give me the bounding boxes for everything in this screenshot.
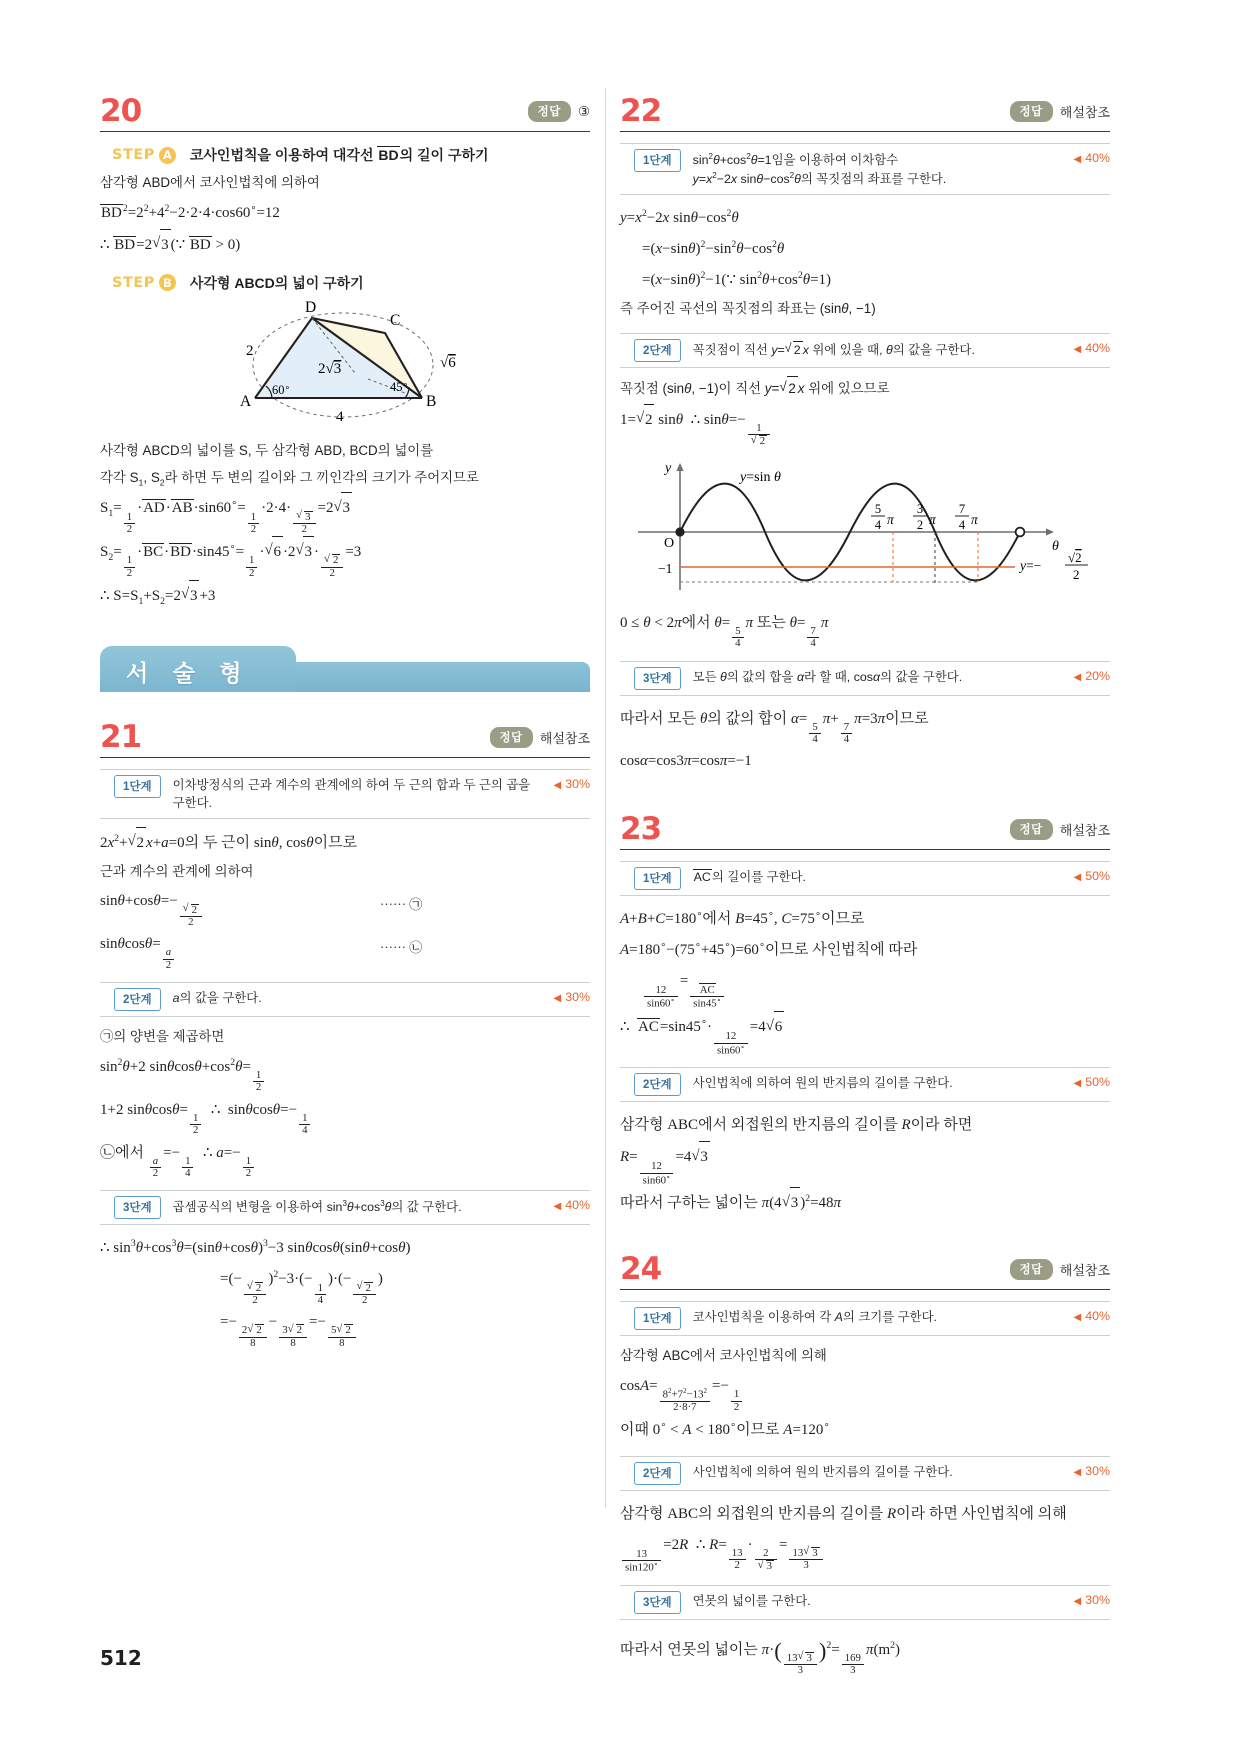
stage-desc: AC의 길이를 구한다. [693, 870, 806, 885]
stage-pct: ◀ 50% [1073, 1075, 1110, 1090]
problem-22-number: 22 [620, 93, 662, 129]
step-circle-b: B [159, 274, 176, 291]
p20-line2: 사각형 ABCD의 넓이를 S, 두 삼각형 ABD, BCD의 넓이를 [100, 442, 434, 458]
p24-stage-2 [620, 1456, 1110, 1491]
step-a-row [112, 145, 590, 165]
curve-label-y-sin-theta: y=sin θ [740, 469, 781, 485]
section-banner-seosulhyeong [100, 646, 590, 692]
p21-eq7: ∴ $\sin^3\theta+\cos^3\theta=(\sin\theta+\cos\theta)^3-3$ sinθcosθ(sinθ+cosθ) [100, 1238, 411, 1257]
figure-sine-graph [620, 452, 1110, 602]
stage-pct: ◀ 40% [1073, 1309, 1110, 1324]
stage-tag: 1단계 [634, 867, 681, 890]
p24-line1: 삼각형 ABC에서 코사인법칙에 의해 [620, 1348, 827, 1364]
vertex-C: C [390, 311, 401, 329]
problem-24 [620, 1246, 1110, 1676]
svg-text:π: π [971, 511, 978, 527]
p21-mark2: ⋯⋯ ㉡ [380, 940, 423, 956]
answer-badge: 정답 [1010, 819, 1053, 840]
stage-desc: a의 값을 구한다. [172, 991, 262, 1006]
figure-quadrilateral-abcd [100, 299, 590, 429]
p20-line1: 삼각형 ABD에서 코사인법칙에 의하여 [100, 175, 320, 190]
p21-eq8: =(− √ $\frac{2}{2}$ )$^2$−3·(− $\frac{1}{4}$ )·(− √ $\frac{2}{2}$ ) [220, 1264, 590, 1306]
p23-stage-1 [620, 861, 1110, 896]
step-label: STEP [112, 274, 155, 291]
problem-22-header [620, 88, 1110, 132]
stage-pct: ◀ 50% [1073, 869, 1110, 884]
problem-21-answer [490, 727, 590, 748]
problem-23-header [620, 806, 1110, 850]
stage-tag: 2단계 [114, 988, 161, 1011]
stage-pct: ◀ 20% [1073, 668, 1110, 683]
problem-24-header [620, 1246, 1110, 1290]
svg-text:π: π [887, 511, 894, 527]
vertex-D: D [305, 298, 317, 316]
p24-stage-1 [620, 1301, 1110, 1336]
p21-eq6: ㉡에서 $\frac{a}{2}$ =− $\frac{1}{4}$ ∴ a=− $\frac{1}{2}$ [100, 1138, 590, 1180]
p20-eq2: ∴ BD=2 √ 3 (∵ BD > 0) [100, 229, 590, 260]
p24-stage-3 [620, 1585, 1110, 1620]
svg-text:7: 7 [958, 501, 966, 516]
stage-pct: ◀ 30% [553, 776, 590, 791]
problem-20-number: 20 [100, 93, 142, 129]
stage-tag: 1단계 [634, 1307, 681, 1330]
p20-eq1: $BD^2=2^2+4^2-2\cdot 2\cdot 4\cdot\cos 60^\circ=12$ [101, 202, 280, 221]
vertex-B: B [426, 392, 437, 410]
answer-badge: 정답 [1010, 1259, 1053, 1280]
answer-badge: 정답 [1010, 101, 1053, 122]
problem-22 [620, 88, 1110, 776]
axis-label-y: y [665, 460, 672, 476]
problem-21-header [100, 714, 590, 758]
stage-tag: 3단계 [114, 1196, 161, 1219]
answer-badge: 정답 [528, 101, 571, 122]
p22-eq5: 0 ≤ θ < 2π에서 θ= $\frac{5}{4}$ π 또는 θ= $\frac{7}{4}$ π [620, 614, 829, 650]
vertex-A: A [240, 392, 252, 410]
ytick-neg1: −1 [658, 560, 673, 576]
origin-label: O [664, 535, 675, 551]
svg-text:y=−: y=− [1020, 557, 1042, 573]
p23-eq6: R= $\frac{12}{\sin 60^\circ}$ =4 √ 3 [620, 1141, 1110, 1186]
p20-eq5: ∴ $S=S_1+S_2=2$ √ 3 +3 [100, 580, 590, 612]
p22-stage-3 [620, 661, 1110, 696]
p23-eq7: 따라서 구하는 넓이는 π(4 √ 3 )$^2$=48π [620, 1187, 1110, 1218]
p21-eq5: 1+2 sinθcosθ= $\frac{1}{2}$ ∴ sinθcosθ=− $\frac{1}{4}$ [100, 1095, 590, 1137]
p24-eq2: 이때 0∘ < A < 180∘이므로 A=120∘ [620, 1419, 830, 1438]
p23-eq5: 삼각형 ABC에서 외접원의 반지름의 길이를 R이라 하면 [620, 1117, 973, 1134]
stage-tag: 3단계 [634, 1591, 681, 1614]
answer-value: 해설참조 [1059, 105, 1110, 120]
svg-text:2: 2 [1073, 566, 1080, 582]
xtick-5-4-pi [871, 502, 895, 532]
problem-20-answer [528, 101, 590, 122]
p24-eq3: 삼각형 ABC의 외접원의 반지름의 길이를 R이라 하면 사인법칙에 의해 [620, 1505, 1067, 1522]
p21-eq3: sinθcosθ= $\frac{a}{2}$ ⋯⋯ ㉡ [100, 936, 423, 971]
step-b-text: 사각형 ABCD의 넓이 구하기 [189, 274, 364, 291]
problem-20-header [100, 88, 590, 132]
p23-eq3: $\frac{12}{\sin 60^\circ}$ = $\frac{AC}{\sin 45^\circ}$ [642, 966, 1110, 1010]
stage-desc: 연못의 넓이를 구한다. [692, 1593, 811, 1608]
step-circle-a: A [159, 147, 176, 164]
p22-stage-2 [620, 333, 1110, 368]
p22-line1: 즉 주어진 곡선의 꼭짓점의 좌표는 (sinθ, −1) [620, 301, 876, 317]
p21-stage-2 [100, 982, 590, 1017]
stage-pct: ◀ 40% [1073, 151, 1110, 165]
stage-desc: 곱셈공식의 변형을 이용하여 $\sin^3\theta+\cos^3\theta$의 값 구한다. [172, 1199, 462, 1215]
column-divider [605, 88, 606, 1508]
right-column [620, 0, 1110, 1687]
stage-pct: ◀ 40% [1073, 341, 1110, 356]
stage-tag: 2단계 [634, 339, 681, 362]
label-diagonal-bd: 2√3 [318, 360, 342, 377]
marker-2pi-open [1016, 527, 1025, 536]
p22-line2: 꼭짓점 (sinθ, −1)이 직선 y= √ 2 x 위에 있으므로 [620, 376, 1110, 402]
p23-stage-2 [620, 1067, 1110, 1102]
p21-line3: ㉠의 양변을 제곱하면 [100, 1029, 225, 1045]
stage-pct: ◀ 30% [1073, 1463, 1110, 1478]
p22-eq1: $y=x^2-2x$ $\sin\theta-\cos^2\theta$ [620, 208, 739, 227]
label-side-ad: 2 [246, 342, 254, 359]
axis-label-theta: θ [1052, 538, 1059, 554]
stage-pct: ◀ 30% [1073, 1592, 1110, 1607]
step-a-text: 코사인법칙을 이용하여 대각선 BD의 길이 구하기 [189, 147, 489, 163]
y-axis-arrow [676, 463, 683, 471]
p22-stage-1 [620, 143, 1110, 195]
svg-text:4: 4 [874, 517, 882, 532]
problem-24-number: 24 [620, 1251, 662, 1288]
p23-eq1: A+B+C=180∘에서 B=45∘, C=75∘이므로 [620, 909, 865, 928]
answer-value: ③ [577, 103, 590, 119]
p21-mark1: ⋯⋯ ㉠ [380, 897, 423, 913]
p22-eq4: 1= √ 2 sinθ ∴ sinθ=− 1 √ 2 [620, 404, 1110, 448]
p21-eq9: =− $\frac{2 √ 2}{8}$ − $\frac{3 √ 2}{8}$ =− $\frac{5 √ 2}{8}$ [220, 1307, 590, 1349]
stage-desc: 꼭짓점이 직선 y= √ 2 x 위에 있을 때, θ의 값을 구한다. [693, 339, 1074, 360]
label-angle-b: 45∘ [390, 378, 409, 394]
stage-tag: 3단계 [634, 667, 681, 690]
p21-eq4: $\sin^2\theta+2$ $\sin\theta\cos\theta+\cos^2\theta=$ $\frac{1}{2}$ [100, 1052, 590, 1094]
hline-label [1018, 550, 1088, 582]
answer-badge: 정답 [490, 727, 533, 748]
stage-desc: 사인법칙에 의하여 원의 반지름의 길이를 구한다. [692, 1076, 953, 1091]
p20-eq3: $S_1=$ $\frac{1}{2}$ ·AD·AB·sin60∘= $\frac{1}{2}$ ·2·4· √ $\frac{3}{2}$ =2 √ 3 [100, 492, 590, 535]
problem-20 [100, 88, 590, 612]
svg-text:3: 3 [916, 501, 924, 516]
problem-23-number: 23 [620, 811, 662, 848]
stage-desc: 코사인법칙을 이용하여 각 A의 크기를 구한다. [692, 1310, 938, 1325]
stage-desc: 사인법칙에 의하여 원의 반지름의 길이를 구한다. [692, 1464, 953, 1479]
stage-tag: 1단계 [114, 775, 161, 798]
p22-eq7: cosα=cos3π=cosπ=−1 [620, 753, 752, 770]
p22-eq6: 따라서 모든 θ의 값의 합이 α= $\frac{5}{4}$ π+ $\frac{7}{4}$ π=3π이므로 [620, 710, 929, 746]
step-label: STEP [112, 147, 155, 163]
stage-desc: 모든 θ의 값의 합을 α라 할 때, cosα의 값을 구한다. [692, 669, 963, 684]
problem-23 [620, 806, 1110, 1218]
answer-value: 해설참조 [1059, 823, 1110, 839]
p22-eq2: $=(x-\sin\theta)^2-\sin^2\theta-\cos^2\theta$ [642, 239, 785, 258]
stage-desc: $\sin^2\theta+\cos^2\theta=1$임을 이용하여 이차함수 $y=x^2-2x$ $\sin\theta-\cos^2\theta$의 꼭짓점의 좌표를 구한다. [692, 152, 947, 187]
svg-text:5: 5 [874, 501, 882, 516]
svg-text:4: 4 [958, 517, 966, 532]
stage-pct: ◀ 30% [553, 990, 590, 1005]
answer-value: 해설참조 [539, 730, 590, 746]
page-number: 512 [100, 1646, 142, 1670]
banner-label: 서 술 형 [126, 659, 251, 686]
problem-21-number: 21 [100, 718, 142, 755]
answer-value: 해설참조 [1059, 1263, 1110, 1279]
label-side-ab: 4 [336, 408, 344, 425]
step-b-row [112, 273, 590, 293]
p21-line2: 근과 계수의 관계에 의하여 [100, 863, 254, 879]
problem-22-answer [1010, 101, 1110, 122]
marker-origin-filled [675, 527, 684, 536]
p20-line3: 각각 $S_1$, $S_2$라 하면 두 변의 길이와 그 끼인각의 크기가 주어지므로 [100, 469, 479, 488]
svg-text:π: π [929, 511, 936, 527]
p24-eq4: $\frac{13}{\sin 120^\circ}$ =2R ∴ R= $\frac{13}{2}$ · 2 √ 3 = $\frac{13 √ 3}{3}$ [620, 1530, 1110, 1574]
stage-tag: 2단계 [634, 1073, 681, 1096]
label-side-bc: √6 [440, 354, 456, 371]
p21-stage-1 [100, 769, 590, 819]
stage-tag: 1단계 [634, 149, 681, 172]
svg-text:2: 2 [916, 517, 924, 532]
problem-24-answer [1010, 1259, 1110, 1280]
problem-21 [100, 714, 590, 1349]
p24-eq5: 따라서 연못의 넓이는 π·( $\frac{13 √ 3}{3}$ )$^2$= $\frac{169}{3}$ $\pi(m^2)$ [620, 1628, 1110, 1677]
banner-bar [250, 662, 590, 692]
stage-pct: ◀ 40% [553, 1198, 590, 1213]
p23-eq4: ∴ AC=sin45∘· $\frac{12}{\sin 60^\circ}$ =4 √ 6 [620, 1011, 1110, 1056]
x-axis-arrow [1046, 528, 1054, 535]
stage-desc: 이차방정식의 근과 계수의 관계에의 하여 두 근의 합과 두 근의 곱을 구한다. [172, 777, 531, 810]
p23-eq2: A=180∘−(75∘+45∘)=60∘이므로 사인법칙에 따라 [620, 940, 918, 959]
p21-stage-3 [100, 1190, 590, 1225]
p21-eq1: $2x^2+$ √ 2 x+a=0의 두 근이 sinθ, cosθ이므로 [100, 827, 590, 858]
label-angle-a: 60∘ [272, 381, 291, 397]
xtick-7-4-pi [955, 502, 979, 532]
p22-eq3: $=(x-\sin\theta)^2-1(\because$ $\sin^2\theta+\cos^2\theta=1$) [642, 270, 832, 289]
p21-eq2: sinθ+cosθ=− √ $\frac{2}{2}$ ⋯⋯ ㉠ [100, 886, 590, 928]
p20-eq4: $S_2=$ $\frac{1}{2}$ ·BC·BD·sin45∘= $\frac{1}{2}$ · √ 6 ·2 √ 3 · √ $\frac{2}{2}$ =3 [100, 536, 590, 579]
problem-23-answer [1010, 819, 1110, 840]
svg-text:√2: √2 [1068, 549, 1082, 565]
left-column [100, 0, 590, 1359]
p24-eq1: cosA= $\frac{8^2+7^2-13^2}{2\cdot 8\cdot 7}$ =− $\frac{1}{2}$ [620, 1371, 1110, 1413]
stage-tag: 2단계 [634, 1462, 681, 1485]
